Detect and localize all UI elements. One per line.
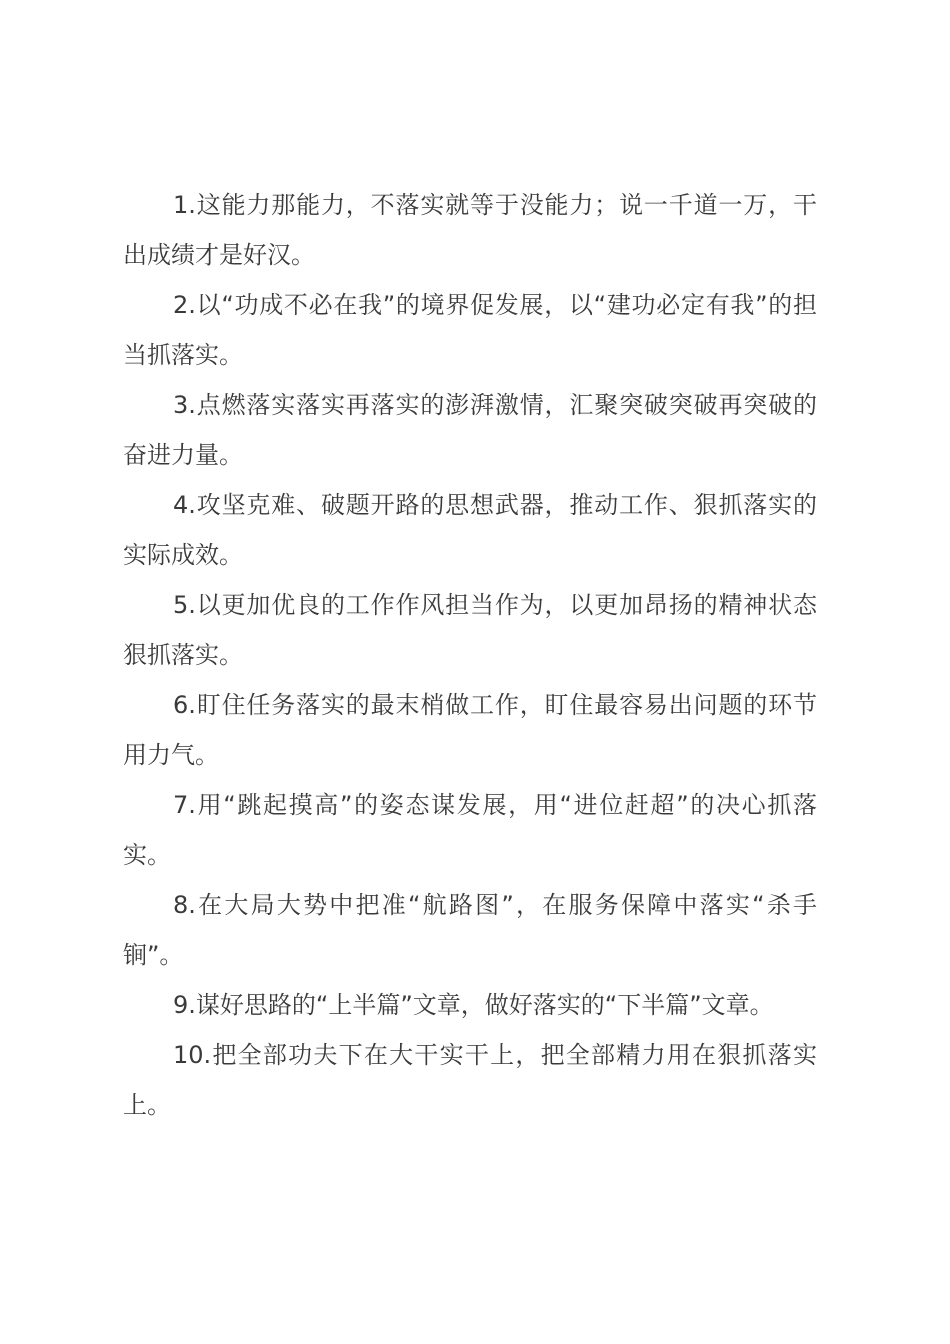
document-page	[123, 180, 817, 1130]
paragraph-10: 10.把全部功夫下在大干实干上，把全部精力用在狠抓落实上。	[123, 1041, 817, 1119]
paragraph-6: 6.盯住任务落实的最末梢做工作，盯住最容易出问题的环节用力气。	[123, 691, 817, 769]
paragraph-3: 3.点燃落实落实再落实的澎湃激情，汇聚突破突破再突破的奋进力量。	[123, 391, 817, 469]
paragraph-9: 9.谋好思路的“上半篇”文章，做好落实的“下半篇”文章。	[173, 991, 774, 1019]
paragraph-5: 5.以更加优良的工作作风担当作为，以更加昂扬的精神状态狠抓落实。	[123, 591, 817, 669]
paragraph-8: 8.在大局大势中把准“航路图”，在服务保障中落实“杀手锏”。	[123, 891, 817, 969]
paragraph-4: 4.攻坚克难、破题开路的思想武器，推动工作、狠抓落实的实际成效。	[123, 491, 817, 569]
paragraph-2: 2.以“功成不必在我”的境界促发展，以“建功必定有我”的担当抓落实。	[123, 291, 817, 369]
paragraph-7: 7.用“跳起摸高”的姿态谋发展，用“进位赶超”的决心抓落实。	[123, 791, 817, 869]
paragraph-1: 1.这能力那能力，不落实就等于没能力；说一千道一万，干出成绩才是好汉。	[123, 191, 817, 269]
